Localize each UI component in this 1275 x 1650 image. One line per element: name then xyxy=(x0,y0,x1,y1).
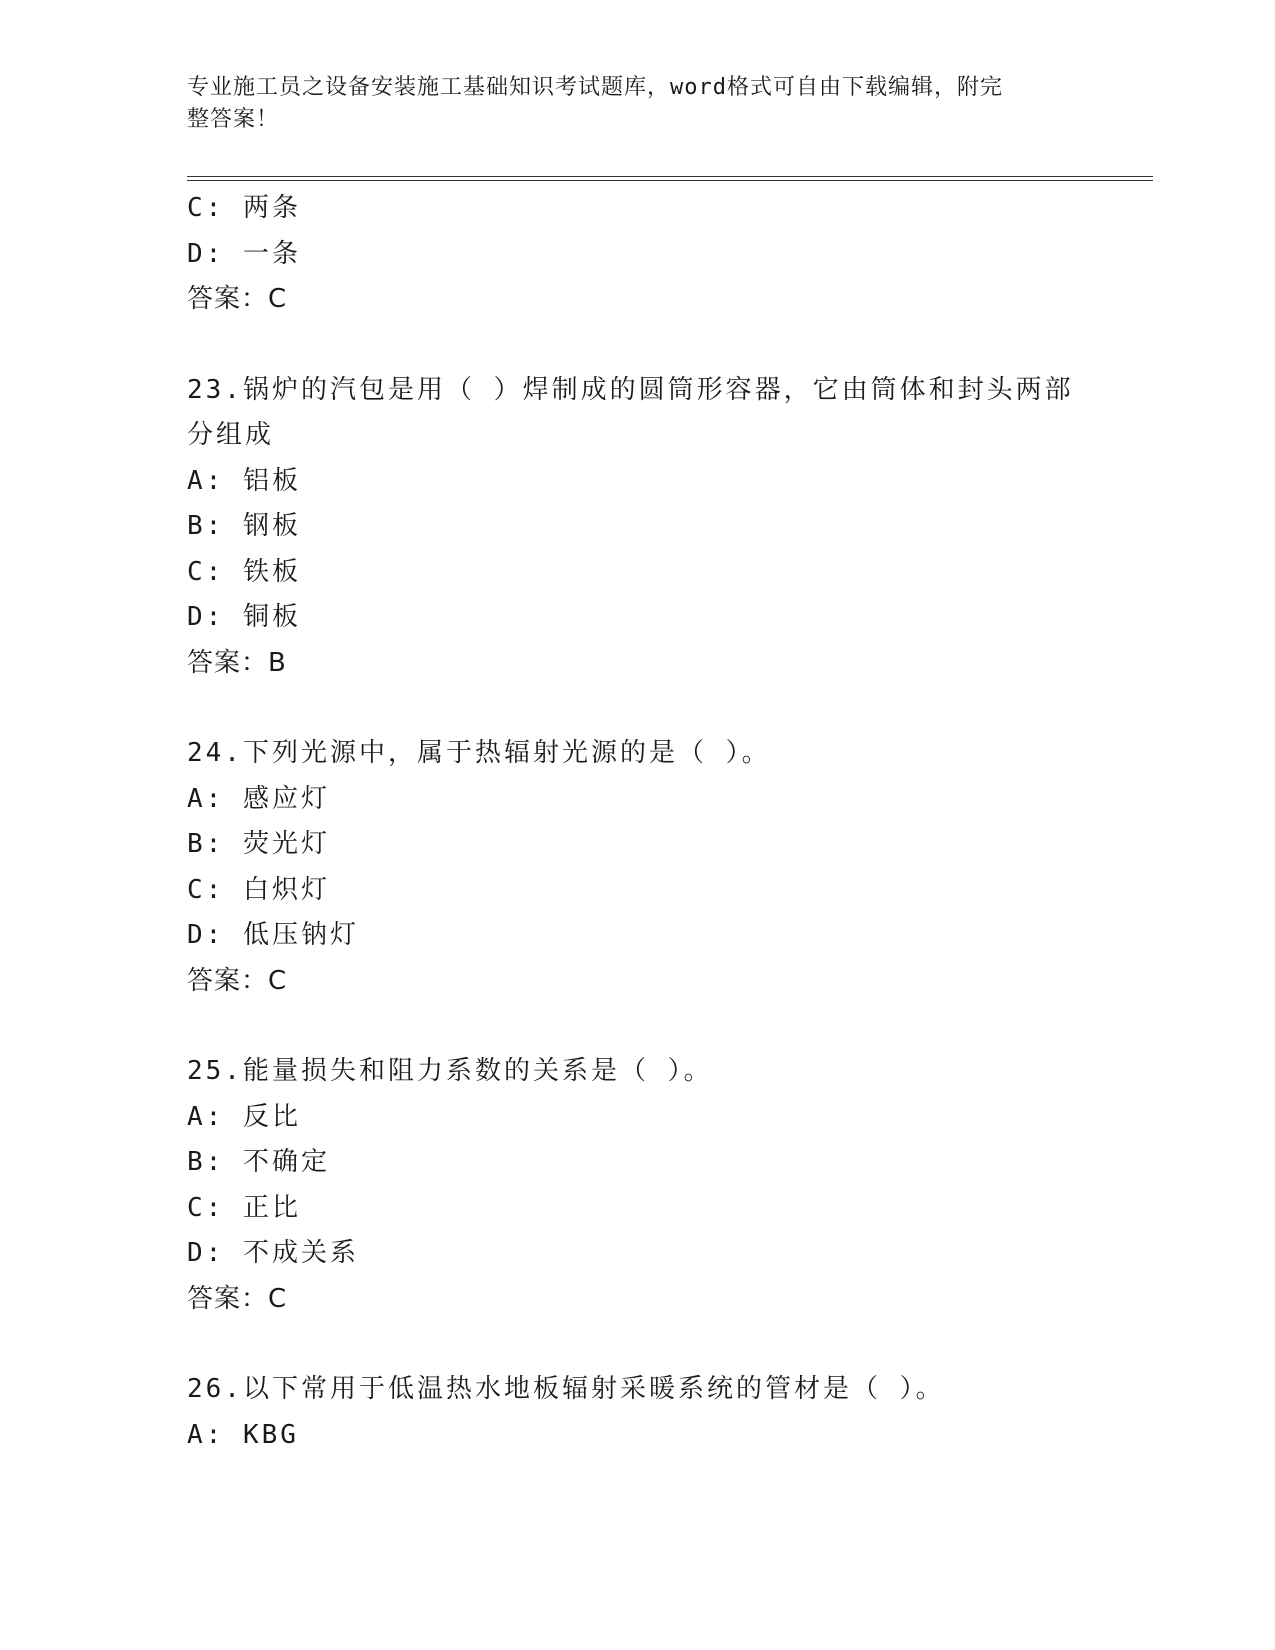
option-a: A: 铝板 xyxy=(187,465,301,496)
header-line-1: 专业施工员之设备安装施工基础知识考试题库，word格式可自由下载编辑，附完 xyxy=(187,75,1003,100)
option-d: D: 一条 xyxy=(187,238,301,269)
header-divider xyxy=(187,176,1153,181)
option-c: C: 白炽灯 xyxy=(187,874,330,905)
answer-label: 答案：C xyxy=(187,284,288,314)
option-d: D: 铜板 xyxy=(187,602,301,632)
question-stem-continued: 分组成 xyxy=(187,420,275,450)
option-d: D: 低压钠灯 xyxy=(187,920,359,950)
option-a: A: 反比 xyxy=(187,1101,301,1132)
answer-label: 答案：B xyxy=(187,647,287,678)
question-23 xyxy=(187,368,1074,687)
header-line-2: 整答案！ xyxy=(187,107,280,132)
question-26 xyxy=(187,1367,1067,1458)
option-c: C: 铁板 xyxy=(187,556,301,587)
option-c: C: 两条 xyxy=(187,193,301,223)
option-c: C: 正比 xyxy=(187,1192,301,1223)
option-b: B: 钢板 xyxy=(187,511,301,541)
question-22-partial xyxy=(187,186,1067,323)
question-stem: 24.下列光源中，属于热辐射光源的是（ ）。 xyxy=(187,738,771,768)
question-25 xyxy=(187,1049,1067,1322)
document-header xyxy=(187,72,1067,136)
option-b: B: 不确定 xyxy=(187,1147,330,1177)
answer-label: 答案：C xyxy=(187,1283,288,1314)
option-b: B: 荧光灯 xyxy=(187,829,330,859)
question-stem: 25.能量损失和阻力系数的关系是（ ）。 xyxy=(187,1056,713,1086)
option-a: A: KBG xyxy=(187,1419,299,1450)
option-d: D: 不成关系 xyxy=(187,1238,359,1268)
question-stem: 23.锅炉的汽包是用（ ）焊制成的圆筒形容器，它由筒体和封头两部 xyxy=(187,374,1074,405)
document-body xyxy=(187,186,1074,1458)
answer-label: 答案：C xyxy=(187,965,288,996)
question-24 xyxy=(187,731,1067,1004)
option-a: A: 感应灯 xyxy=(187,783,330,814)
question-stem: 26.以下常用于低温热水地板辐射采暖系统的管材是（ ）。 xyxy=(187,1374,945,1404)
